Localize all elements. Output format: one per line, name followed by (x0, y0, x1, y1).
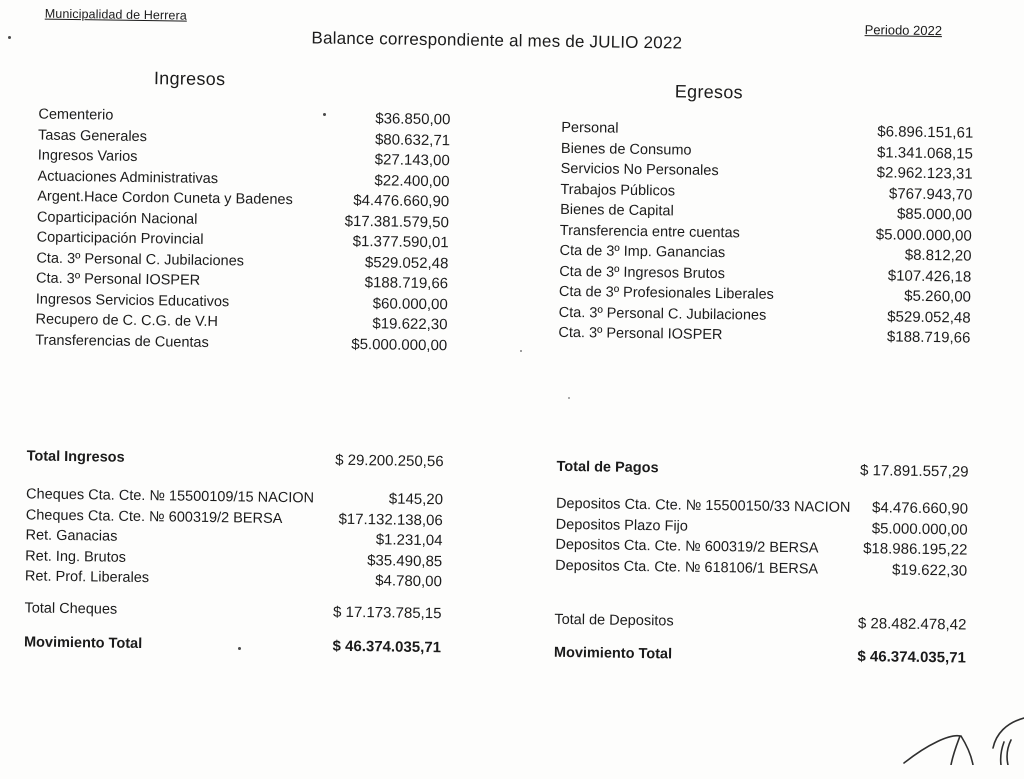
row-label: Cta de 3º Imp. Ganancias (559, 242, 726, 262)
row-amount: $188.719,66 (364, 274, 449, 293)
row-label: Cta. 3º Personal C. Jubilaciones (36, 250, 245, 269)
total-amount: $ 28.482.478,42 (857, 615, 967, 634)
total-amount: $ 17.891.557,29 (859, 462, 969, 481)
row-amount: $27.143,00 (374, 151, 450, 170)
row-label: Cta. 3º Personal IOSPER (558, 324, 723, 344)
row-label: Coparticipación Provincial (36, 229, 204, 248)
scan-speck (8, 36, 11, 39)
row-amount: $5.000.000,00 (351, 335, 448, 354)
total-label: Movimiento Total (553, 644, 673, 663)
total-amount: $ 29.200.250,56 (335, 451, 444, 471)
row-amount: $529.052,48 (887, 307, 971, 327)
row-amount: $22.400,00 (374, 171, 450, 190)
row-label: Depositos Cta. Cte. № 15500150/33 NACION (555, 495, 851, 516)
row-label: Cementerio (38, 106, 114, 124)
row-amount: $80.632,71 (374, 130, 451, 149)
row-label: Cta de 3º Profesionales Liberales (558, 283, 774, 303)
row-label: Ret. Ing. Brutos (25, 547, 127, 566)
scan-speck (323, 113, 326, 116)
row-amount: $19.622,30 (891, 561, 968, 580)
row-amount: $5.260,00 (904, 287, 972, 306)
row-label: Bienes de Capital (560, 201, 674, 220)
signature-scribble (900, 690, 1024, 765)
row-amount: $18.986.195,22 (863, 540, 968, 559)
row-label: Depositos Cta. Cte. № 618106/1 BERSA (555, 557, 819, 577)
total-label: Movimiento Total (23, 634, 143, 653)
row-amount: $1.377.590,01 (352, 232, 449, 252)
ledger-row (35, 330, 447, 356)
row-label: Recupero de C. C.G. de V.H (35, 311, 219, 331)
row-label: Trabajos Públicos (560, 181, 676, 199)
movimiento-total-row (24, 632, 441, 658)
row-label: Ret. Prof. Liberales (24, 568, 150, 587)
total-ingresos-row (26, 446, 443, 472)
row-label: Cta. 3º Personal IOSPER (36, 270, 201, 289)
row-amount: $17.381.579,50 (344, 212, 450, 231)
ingresos-totals-block (24, 446, 444, 658)
total-cheques-row (24, 598, 441, 624)
row-amount: $4.476.660,90 (353, 191, 450, 211)
row-amount: $85.000,00 (896, 205, 973, 224)
row-label: Depositos Cta. Cte. № 600319/2 BERSA (555, 536, 819, 557)
ledger-row (555, 555, 967, 581)
row-label: Depositos Plazo Fijo (555, 516, 689, 535)
total-amount: $ 46.374.035,71 (857, 648, 967, 667)
page-title: Balance correspondiente al mes de JULIO 2022 (311, 28, 683, 53)
scan-speck (568, 397, 570, 399)
row-label: Cheques Cta. Cte. № 15500109/15 NACION (25, 486, 315, 507)
ingresos-heading: Ingresos (153, 68, 226, 90)
row-label: Cheques Cta. Cte. № 600319/2 BERSA (25, 506, 283, 527)
row-amount: $145,20 (388, 490, 444, 509)
row-amount: $6.896.151,61 (877, 123, 974, 142)
row-label: Argent.Hace Cordon Cuneta y Badenes (37, 188, 293, 209)
row-amount: $8.812,20 (904, 246, 972, 265)
row-amount: $5.000.000,00 (875, 225, 972, 245)
total-pagos-row (556, 457, 968, 483)
row-label: Coparticipación Nacional (36, 209, 198, 228)
total-label: Total de Depositos (554, 611, 674, 630)
row-amount: $529.052,48 (364, 253, 449, 272)
row-amount: $188.719,66 (886, 328, 971, 347)
row-label: Tasas Generales (38, 127, 148, 145)
row-label: Cta de 3º Ingresos Brutos (559, 263, 726, 282)
egresos-totals-block (554, 457, 969, 669)
row-label: Cta. 3º Personal C. Jubilaciones (558, 304, 767, 324)
total-label: Total Cheques (24, 600, 118, 618)
ingresos-list (35, 105, 450, 357)
egresos-heading: Egresos (674, 81, 744, 103)
period-label: Periodo 2022 (864, 22, 943, 39)
scan-speck (520, 350, 522, 352)
row-amount: $4.780,00 (375, 572, 443, 591)
row-amount: $107.426,18 (887, 266, 972, 286)
row-amount: $19.622,30 (372, 315, 448, 334)
row-label: Bienes de Consumo (560, 140, 692, 159)
total-depositos-row (554, 610, 966, 636)
row-label: Personal (561, 119, 619, 137)
row-label: Ret. Ganacias (25, 527, 118, 545)
row-amount: $5.000.000,00 (871, 519, 968, 539)
row-label: Transferencia entre cuentas (559, 222, 740, 241)
movimiento-total-row (554, 643, 966, 669)
total-label: Total de Pagos (556, 458, 659, 477)
row-amount: $1.231,04 (375, 531, 443, 550)
total-amount: $ 46.374.035,71 (332, 637, 442, 657)
row-amount: $767.943,70 (888, 184, 973, 204)
row-label: Actuaciones Administrativas (37, 168, 219, 187)
row-label: Ingresos Servicios Educativos (35, 291, 230, 310)
ledger-row (558, 323, 970, 349)
row-amount: $4.476.660,90 (871, 499, 969, 518)
row-amount: $36.850,00 (375, 110, 451, 129)
row-amount: $35.490,85 (367, 551, 443, 570)
total-amount: $ 17.173.785,15 (332, 603, 442, 623)
total-label: Total Ingresos (26, 448, 125, 466)
row-amount: $60.000,00 (372, 294, 448, 313)
row-label: Transferencias de Cuentas (35, 332, 209, 351)
organization-name: Municipalidad de Herrera (44, 6, 187, 23)
row-amount: $2.962.123,31 (876, 164, 973, 183)
scan-speck (238, 647, 241, 650)
row-amount: $1.341.068,15 (876, 143, 974, 163)
row-label: Servicios No Personales (560, 160, 719, 180)
egresos-list (558, 118, 973, 349)
row-label: Ingresos Varios (37, 147, 138, 165)
row-amount: $17.132.138,06 (338, 510, 443, 529)
